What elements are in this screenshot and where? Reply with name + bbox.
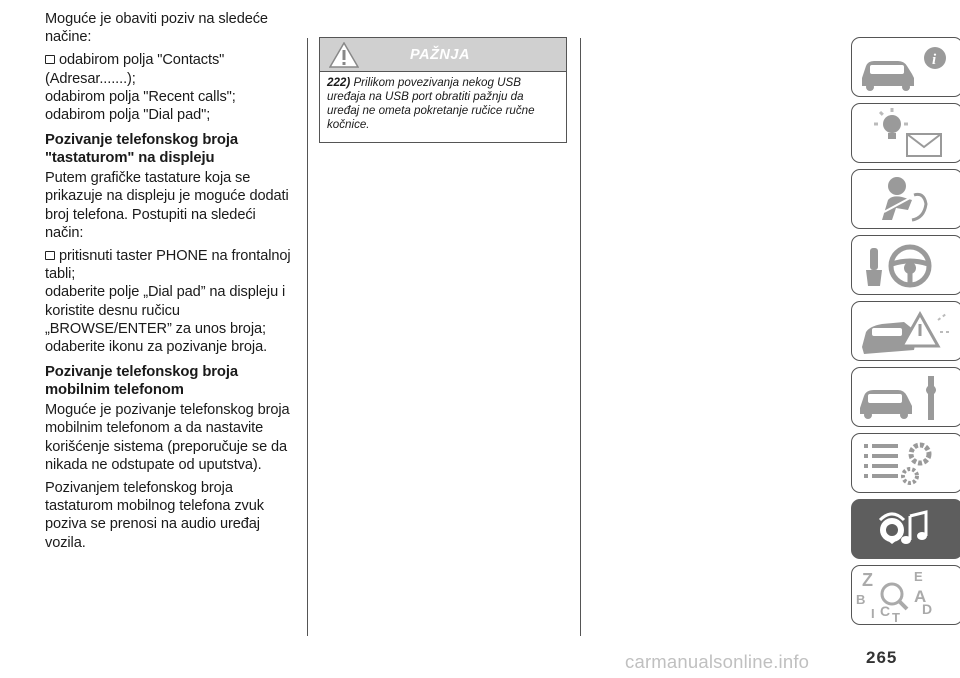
tab-alphabetical-index[interactable] bbox=[851, 565, 960, 625]
list-item-text: pritisnuti taster PHONE na frontalnoj tabli; bbox=[45, 248, 291, 283]
section-heading: Pozivanje telefonskog broja "tastaturom" na displeju bbox=[45, 132, 238, 167]
list-item-text: odabirom polja "Contacts" (Adresar.......); bbox=[45, 52, 225, 87]
index-letter: T bbox=[892, 610, 900, 624]
tab-multimedia[interactable] bbox=[851, 499, 960, 559]
tab-car-info[interactable] bbox=[851, 37, 960, 97]
tab-starting-driving[interactable] bbox=[851, 235, 960, 295]
section-heading: Pozivanje telefonskog broja mobilnim telefonom bbox=[45, 364, 238, 399]
warning-body bbox=[320, 72, 566, 132]
index-letter: D bbox=[922, 601, 933, 617]
bullet-icon bbox=[45, 55, 55, 64]
column-divider bbox=[580, 38, 581, 636]
index-letter: Z bbox=[862, 570, 873, 590]
index-letter: E bbox=[914, 569, 923, 584]
text-column-1 bbox=[45, 10, 295, 557]
warning-title: PAŽNJA bbox=[410, 47, 470, 63]
tab-warning-lights[interactable] bbox=[851, 103, 960, 163]
column-divider bbox=[307, 38, 308, 636]
emergency-icon bbox=[852, 302, 960, 360]
multimedia-icon bbox=[852, 500, 960, 558]
index-letter: I bbox=[871, 606, 875, 621]
safety-airbag-icon bbox=[852, 170, 960, 228]
warning-number: 222) bbox=[327, 76, 351, 89]
list-item bbox=[45, 51, 295, 124]
list-item-text: odaberite polje „Dial pad” na displeju i koristite desnu ručicu „BROWSE/ENTER” za unos broja; bbox=[45, 284, 286, 337]
page-number: 265 bbox=[866, 648, 898, 667]
list-item-text: odaberite ikonu za pozivanje broja. bbox=[45, 339, 268, 356]
steering-key-icon bbox=[852, 236, 960, 294]
list-item-text: odabirom polja "Recent calls"; bbox=[45, 88, 236, 105]
warning-text: Prilikom povezivanja nekog USB uređaja na USB port obratiti pažnju da uređaj ne ometa pokretanje ručice ručne kočnice. bbox=[327, 76, 535, 131]
list-item-text: odabirom polja "Dial pad"; bbox=[45, 107, 211, 124]
intro-paragraph: Moguće je obaviti poziv na sledeće načine: bbox=[45, 11, 268, 46]
bullet-icon bbox=[45, 251, 55, 260]
tab-technical-data[interactable] bbox=[851, 433, 960, 493]
alphabetical-index-icon bbox=[852, 566, 960, 624]
warning-header bbox=[320, 38, 566, 72]
body-paragraph: Pozivanjem telefonskog broja tastaturom mobilnog telefona zvuk poziva se prenosi na audio uređaj vozila. bbox=[45, 480, 264, 551]
warning-triangle-icon bbox=[329, 42, 359, 68]
watermark: carmanualsonline.info bbox=[625, 651, 810, 672]
car-info-icon bbox=[852, 38, 960, 96]
maintenance-icon bbox=[852, 368, 960, 426]
warning-lights-icon bbox=[852, 104, 960, 162]
warning-box bbox=[319, 37, 567, 143]
tab-emergency[interactable] bbox=[851, 301, 960, 361]
body-paragraph: Putem grafičke tastature koja se prikazuje na displeju je moguće dodati broj telefona. Postupiti na sledeći način: bbox=[45, 170, 289, 241]
index-letter: A bbox=[914, 587, 927, 606]
technical-data-icon bbox=[852, 434, 960, 492]
list-item bbox=[45, 247, 295, 356]
index-letter: B bbox=[856, 592, 866, 607]
tab-maintenance[interactable] bbox=[851, 367, 960, 427]
index-letter: C bbox=[880, 603, 891, 619]
body-paragraph: Moguće je pozivanje telefonskog broja mobilnim telefonom a da nastavite korišćenje sistema (preporučuje se da nikada ne odstupate od uputstva). bbox=[45, 402, 290, 473]
tab-safety[interactable] bbox=[851, 169, 960, 229]
svg-text:i: i bbox=[932, 52, 937, 68]
